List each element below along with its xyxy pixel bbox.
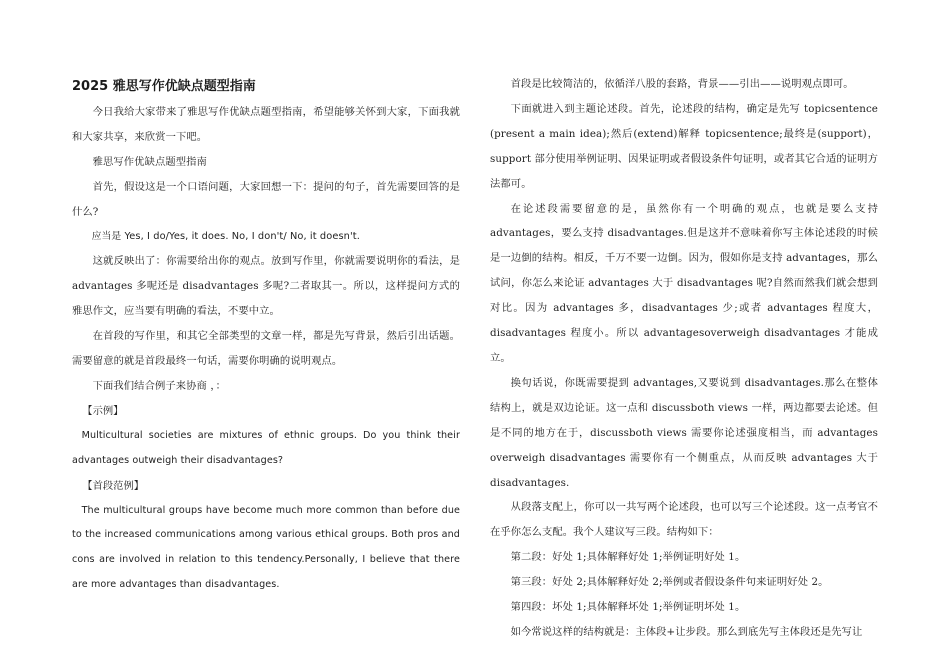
paragraph: 从段落支配上，你可以一共写两个论述段，也可以写三个论述段。这一点考官不在乎你怎么支配。我个人建议写三段。结构如下：	[490, 501, 878, 539]
subtitle-line: 雅思写作优缺点题型指南	[92, 155, 207, 168]
paragraph: 如今常说这样的结构就是：主体段+让步段。那么到底先写主体段还是先写让	[510, 625, 863, 638]
paragraph: 首段是比较简洁的，依循洋八股的套路，背景——引出——说明观点即可。	[510, 78, 854, 90]
structure-line: 第二段：好处 1;具体解释好处 1;举例证明好处 1。	[510, 551, 746, 564]
paragraph: 下面就进入到主题论述段。首先，论述段的结构，确定是先写 topicsentence (present a main idea);然后(extend)解释 topicsentence;最终是(support)，support 部分使用举例证明、因果证明或者假设条件句证明，或者其它合适的证明方法都可。	[490, 102, 878, 190]
document-title: 2025 雅思写作优缺点题型指南	[72, 79, 256, 94]
paragraph: 首先，假设这是一个口语问题，大家回想一下：提问的句子，首先需要回答的是什么?	[72, 180, 460, 218]
paragraph: 在论述段需要留意的是，虽然你有一个明确的观点，也就是要么支持 advantages，要么支持 disadvantages.但是这并不意味着你写主体论述段的时候是一边倒的结构。相反，千万不要一边倒。因为，假如你是支持 advantages，那么试问，你怎么来论证 advantages 大于 disadvantages 呢?自然而然我们就会想到对比。因为 advantages 多，disadvantages 少;或者 advantages 程度大，disadvantages 程度小。所以 advantagesoverweigh disadvantages 才能成立。	[490, 202, 878, 364]
paragraph: 下面我们结合例子来协商 ，：	[92, 379, 226, 392]
left-column	[72, 70, 460, 598]
structure-line: 第四段：坏处 1;具体解释坏处 1;举例证明坏处 1。	[510, 601, 746, 614]
paragraph: 换句话说，你既需要提到 advantages,又要说到 disadvantages.那么在整体结构上，就是双边论证。这一点和 discussboth views 一样，两边都要去论述。但是不同的地方在于，discussboth views 需要你论述强度相当，而 advantages overweigh disadvantages 需要你有一个侧重点，从而反映 advantages 大于 disadvantages.	[490, 376, 878, 489]
example-text: Multicultural societies are mixtures of ethnic groups. Do you think their advantages outweigh their disadvantages?	[72, 429, 460, 466]
example-label: 【示例】	[82, 404, 124, 417]
paragraph: 今日我给大家带来了雅思写作优缺点题型指南，希望能够关怀到大家，下面我就和大家共享，来欣赏一下吧。	[72, 106, 460, 143]
structure-line: 第三段：好处 2;具体解释好处 2;举例或者假设条件句来证明好处 2。	[510, 576, 829, 589]
sample-label: 【首段范例】	[82, 479, 145, 492]
paragraph: 在首段的写作里，和其它全部类型的文章一样，都是先写背景，然后引出话题。需要留意的就是首段最终一句话，需要你明确的说明观点。	[72, 330, 460, 368]
paragraph: 这就反映出了：你需要给出你的观点。放到写作里，你就需要说明你的看法，是 advantages 多呢还是 disadvantages 多呢?二者取其一。所以，这样提问方式的雅思作文，应当要有明确的看法，不要中立。	[72, 255, 460, 318]
right-column	[490, 72, 878, 645]
paragraph: 应当是 Yes, I do/Yes, it does. No, I don't/ No, it doesn't.	[91, 230, 360, 242]
sample-text: The multicultural groups have become much more common than before due to the increased communications among various ethical groups. Both pros and cons are involved in relation to this tendency.Personally, I believe that there are more advantages than disadvantages.	[72, 504, 460, 591]
